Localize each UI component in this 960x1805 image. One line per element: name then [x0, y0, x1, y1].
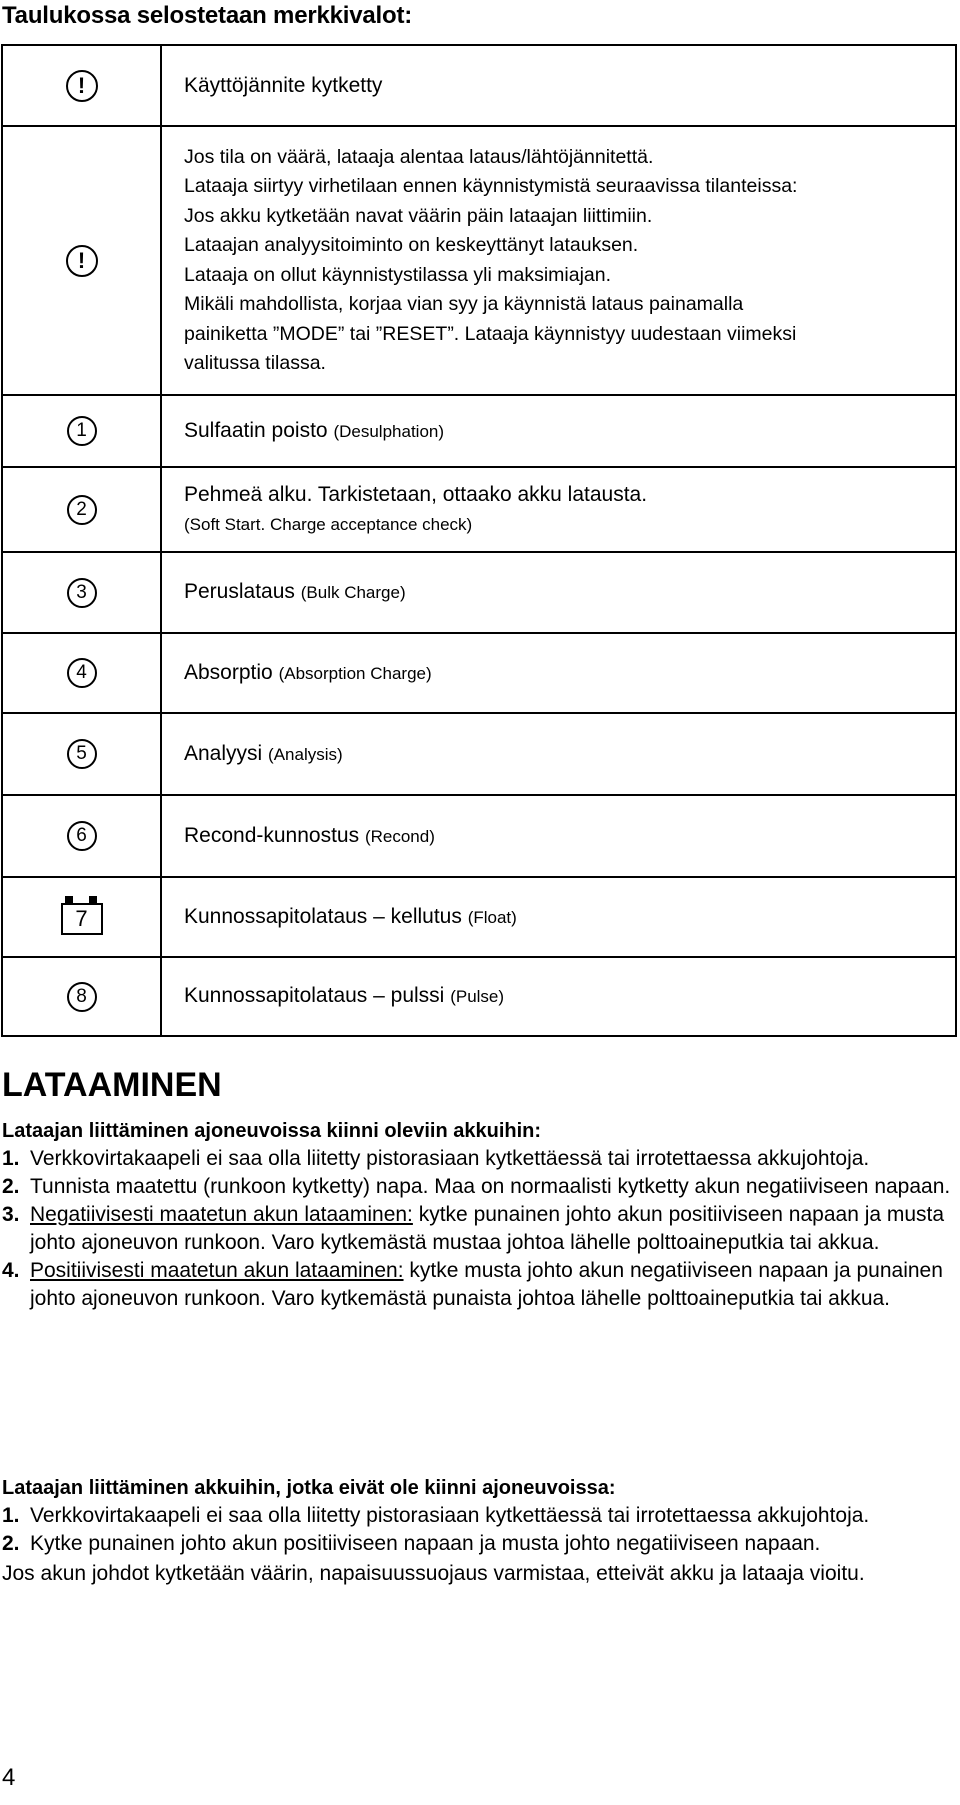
error-text-line: valitussa tilassa.: [184, 352, 326, 374]
legend-row-step1: [2, 395, 956, 467]
legend-text-cell: [161, 795, 956, 877]
error-text-line: Lataaja siirtyy virhetilaan ennen käynnistymistä seuraavissa tilanteissa:: [184, 175, 798, 197]
legend-text-cell: [161, 467, 956, 552]
step-8-sublabel: (Pulse): [450, 987, 505, 1006]
legend-icon-cell: [2, 713, 161, 795]
step-8-label: Kunnossapitolataus – pulssi: [184, 984, 445, 1007]
instruction-item: [2, 1530, 952, 1558]
legend-row-step5: [2, 713, 956, 795]
error-text-line: Jos akku kytketään navat väärin päin lataajan liittimiin.: [184, 204, 653, 227]
subsection-heading: Lataajan liittäminen ajoneuvoissa kiinni oleviin akkuihin:: [2, 1120, 542, 1142]
legend-text-cell: [161, 633, 956, 713]
instruction-item: [2, 1173, 952, 1201]
step-1-sublabel: (Desulphation): [333, 421, 445, 441]
step-8-icon: 8: [67, 982, 97, 1012]
legend-icon-cell: [2, 795, 161, 877]
legend-row-step7: [2, 877, 956, 957]
instruction-item: [2, 1257, 952, 1313]
item-number: 1.: [2, 1147, 20, 1170]
step-3-label: Peruslataus: [184, 580, 295, 603]
legend-icon-cell: [2, 395, 161, 467]
legend-row-step6: [2, 795, 956, 877]
battery-terminal: [89, 896, 97, 903]
item-text: Verkkovirtakaapeli ei saa olla liitetty pistorasiaan kytkettäessä tai irrotettaessa akkujohtoja.: [30, 1147, 870, 1170]
closing-paragraph: Jos akun johdot kytketään väärin, napaisuussuojaus varmistaa, etteivät akku ja lataaja vioitu.: [2, 1562, 865, 1585]
battery-terminal: [65, 896, 73, 903]
page-heading: Taulukossa selostetaan merkkivalot:: [2, 2, 413, 29]
legend-row-step4: [2, 633, 956, 713]
item-text: kytke punainen johto akun positiiviseen napaan ja musta johto ajoneuvon runkoon. Varo kytkemästä mustaa johtoa lähelle polttoaineputkia tai akkua.: [30, 1203, 945, 1254]
item-text: kytke musta johto akun negatiiviseen napaan ja punainen johto ajoneuvon runkoon. Varo kytkemästä punaista johtoa lähelle polttoaineputkia tai akkua.: [30, 1259, 943, 1310]
legend-text-cell: [161, 877, 956, 957]
power-indicator-text: Käyttöjännite kytketty: [184, 73, 383, 97]
indicator-legend-table: [1, 44, 957, 1037]
error-indicator-icon: !: [66, 245, 98, 277]
legend-row-step2: [2, 467, 956, 552]
item-emphasis: Positiivisesti maatetun akun lataaminen:: [30, 1259, 404, 1282]
legend-icon-cell: [2, 957, 161, 1036]
step-4-label: Absorptio: [184, 660, 273, 684]
step-7-sublabel: (Float): [467, 907, 517, 927]
item-number: 3.: [2, 1203, 20, 1226]
connecting-in-vehicle-section: [2, 1117, 952, 1313]
connecting-loose-battery-section: [2, 1474, 952, 1588]
legend-text-cell: [161, 957, 956, 1036]
step-7-icon: 7: [61, 903, 103, 935]
error-text-line: Lataaja on ollut käynnistystilassa yli maksimiajan.: [184, 263, 612, 286]
instruction-item: [2, 1201, 952, 1257]
step-4-icon: 4: [67, 658, 97, 688]
page-number: 4: [2, 1764, 16, 1791]
instruction-item: [2, 1502, 952, 1530]
item-text: Verkkovirtakaapeli ei saa olla liitetty pistorasiaan kytkettäessä tai irrotettaessa akkujohtoja.: [30, 1504, 870, 1527]
item-number: 1.: [2, 1504, 20, 1527]
item-number: 4.: [2, 1259, 20, 1282]
legend-row-step8: [2, 957, 956, 1036]
step-1-icon: 1: [67, 416, 97, 446]
legend-text-cell: [161, 552, 956, 633]
step-6-label: Recond-kunnostus: [184, 823, 360, 847]
item-text: Kytke punainen johto akun positiiviseen napaan ja musta johto negatiiviseen napaan.: [30, 1532, 821, 1555]
step-4-sublabel: (Absorption Charge): [278, 663, 432, 683]
legend-row-step3: [2, 552, 956, 633]
item-emphasis: Negatiivisesti maatetun akun lataaminen:: [30, 1203, 413, 1226]
legend-icon-cell: [2, 467, 161, 552]
legend-icon-cell: [2, 126, 161, 395]
step-2-sublabel: (Soft Start. Charge acceptance check): [184, 514, 473, 534]
instruction-item: [2, 1145, 952, 1173]
error-text-line: painiketta ”MODE” tai ”RESET”. Lataaja käynnistyy uudestaan viimeksi: [184, 322, 797, 345]
legend-icon-cell: [2, 45, 161, 126]
step-1-label: Sulfaatin poisto: [184, 418, 328, 442]
step-5-sublabel: (Analysis): [268, 744, 343, 764]
error-text-line: Jos tila on väärä, lataaja alentaa lataus/lähtöjännitettä.: [184, 145, 654, 168]
item-number: 2.: [2, 1532, 20, 1555]
step-2-label: Pehmeä alku. Tarkistetaan, ottaako akku latausta.: [184, 482, 648, 506]
legend-row-power: [2, 45, 956, 126]
legend-row-error: [2, 126, 956, 395]
step-5-label: Analyysi: [184, 741, 263, 765]
step-7-label: Kunnossapitolataus – kellutus: [184, 904, 462, 928]
legend-icon-cell: [2, 633, 161, 713]
legend-text-cell: [161, 126, 956, 395]
item-text: Tunnista maatettu (runkoon kytketty) napa. Maa on normaalisti kytketty akun negatiiviseen napaan.: [30, 1175, 951, 1198]
step-6-sublabel: (Recond): [364, 826, 435, 846]
legend-text-cell: [161, 713, 956, 795]
legend-icon-cell: [2, 552, 161, 633]
battery-icon: [61, 895, 103, 935]
step-2-icon: 2: [67, 495, 97, 525]
legend-icon-cell: [2, 877, 161, 957]
power-indicator-icon: !: [66, 70, 98, 102]
section-title: LATAAMINEN: [2, 1066, 222, 1104]
legend-text-cell: [161, 395, 956, 467]
step-5-icon: 5: [67, 739, 97, 769]
step-6-icon: 6: [67, 821, 97, 851]
item-number: 2.: [2, 1175, 20, 1198]
error-text-line: Mikäli mahdollista, korjaa vian syy ja käynnistä lataus painamalla: [184, 293, 744, 315]
error-text-line: Lataajan analyysitoiminto on keskeyttänyt latauksen.: [184, 234, 639, 256]
legend-text-cell: [161, 45, 956, 126]
step-3-icon: 3: [67, 578, 97, 608]
step-3-sublabel: (Bulk Charge): [300, 583, 406, 602]
subsection-heading: Lataajan liittäminen akkuihin, jotka eivät ole kiinni ajoneuvoissa:: [2, 1477, 616, 1499]
